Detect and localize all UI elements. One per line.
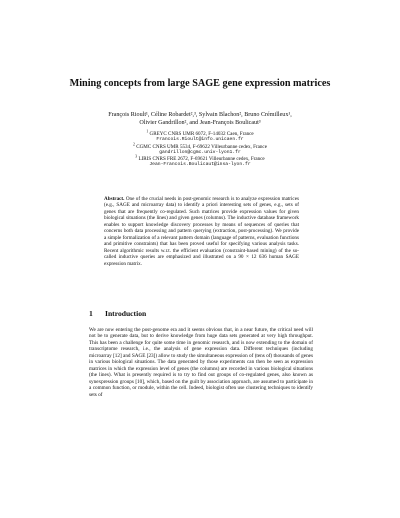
intro-paragraph: We are now entering the post-genome era and it seems obvious that, in a near future, the critical need will not be to generate data, but to derive knowledge from huge data sets generated at very high throughput. This has been a challenge for quite some time in genomic research, and is now extending to the domain of transcriptome research, i.e., the analysis of gene expression data. Different techniques (including microarray [12] and SAGE [23]) allow to study the simultaneous expression of (tens of) thousands of genes in various biological situations. The data generated by those experiments can then be seen as expression matrices in which the expression level of genes (the columns) are recorded in various biological situations (the lines). What is presently required is to try to find out groups of co-regulated genes, also known as synexpression groups [10], which, based on the guilt by association approach, are assumed to participate in a common function, or module, within the cell. Indeed, biologist often use clustering techniques to identify sets of (89, 327, 313, 398)
author-list (70, 111, 330, 127)
section-title: Introduction (105, 309, 147, 318)
abstract-text: One of the crucial needs in post-genomic research is to analyze expression matrices (e.g., SAGE and microarray data) to identify a priori interesting sets of genes, e.g., sets of genes that are frequently co-regulated. Such matrices provide expression values for given biological situations (the lines) and given genes (columns). The inductive database framework enables to support knowledge discovery processes by means of sequences of queries that concerns both data processing and pattern querying (extraction, post-processing). We provide a simple formalization of a relevant pattern domain (language of patterns, evaluation functions and primitive constraints) that has been proved useful for specifying various analysis tasks. Recent algorithmic results w.r.t. the efficient evaluation (constraint-based mining) of the so-called inductive queries are emphasized and illustrated on a 90 × 12 636 human SAGE expression matrix. (104, 196, 299, 267)
affiliation-address: LIRIS CNRS FRE 2672, F-69621 Villeurbanne cedex, France (138, 156, 265, 163)
section-heading (89, 309, 146, 318)
author-line-2: Olivier Gandrillon², and Jean-François Boulicaut³ (139, 120, 261, 126)
affiliation-email[interactable]: Jean-Francois.Boulicaut@insa-lyon.fr (149, 162, 251, 168)
affiliation-mark: 1 (146, 129, 149, 134)
affiliation-mark: 3 (135, 154, 138, 159)
abstract (104, 196, 299, 267)
section-number: 1 (89, 309, 93, 318)
affiliation-mark: 2 (133, 141, 135, 146)
intro-body (89, 327, 313, 398)
affiliation-email[interactable]: Francois.Rioult@info.unicaen.fr (156, 137, 244, 143)
affiliation-address: CGMC CNRS UMR 5534, F-69622 Villeurbanne cedex, France (136, 143, 267, 150)
affiliation-address: GREYC CNRS UMR 6072, F-14032 Caen, France (149, 131, 254, 137)
author-line-1: François Rioult¹, Céline Robardet²,³, Sylvain Blachon², Bruno Crémilleux¹, (108, 112, 292, 118)
abstract-label: Abstract. (104, 196, 125, 202)
affiliation-email[interactable]: gandrillon@cgmc.univ-lyon1.fr (159, 149, 241, 155)
paper-title: Mining concepts from large SAGE gene expression matrices (69, 78, 331, 89)
affiliation-list (80, 131, 320, 169)
